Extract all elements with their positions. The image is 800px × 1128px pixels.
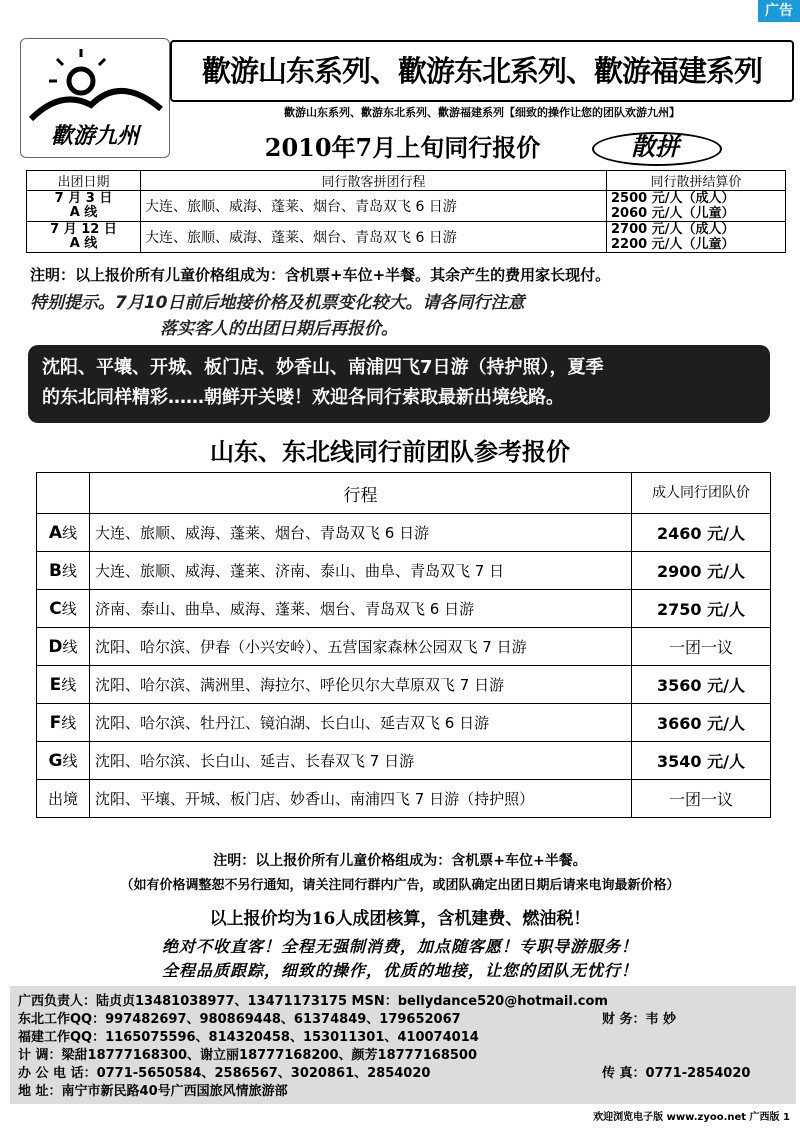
- ad-tag: 广告: [758, 0, 800, 22]
- line-label: E线: [37, 666, 90, 704]
- price-cell: 2750 元/人: [632, 590, 771, 628]
- price-cell: 3560 元/人: [632, 666, 771, 704]
- header-price: 同行散拼结算价: [607, 171, 786, 191]
- table-row: [37, 780, 771, 818]
- header-route: 行程: [90, 473, 632, 514]
- line-label: A线: [37, 514, 90, 552]
- line-label: C线: [37, 590, 90, 628]
- slogan-1: 绝对不收直客！全程无强制消费，加点随客愿！专职导游服务！: [161, 937, 638, 956]
- price-adjust-note: （如有价格调整恕不另行通知，请关注同行群内广告，或团队确定出团日期后请来电询最新价格）: [120, 878, 680, 893]
- route-cell: 沈阳、哈尔滨、牡丹江、镜泊湖、长白山、延吉双飞 6 日游: [90, 704, 632, 742]
- line-label: D线: [37, 628, 90, 666]
- series-subline: 歡游山东系列、歡游东北系列、歡游福建系列【细致的操作让您的团队欢游九州】: [284, 106, 680, 119]
- promo-line-2: 的东北同样精彩……朝鲜开关喽！欢迎各同行索取最新出境线路。: [42, 387, 564, 408]
- header-price: 成人同行团队价: [632, 473, 771, 514]
- contact-finance: 财 务：韦 妙: [602, 1012, 677, 1027]
- table-row: [27, 191, 786, 222]
- page-footer: 欢迎浏览电子版 www.zyoo.net 广西版 1: [593, 1112, 790, 1123]
- route-cell: 济南、泰山、曲阜、威海、蓬莱、烟台、青岛双飞 6 日游: [90, 590, 632, 628]
- line-label: B线: [37, 552, 90, 590]
- contact-fax: 传 真：0771-2854020: [602, 1066, 751, 1081]
- header-line: [37, 473, 90, 514]
- north-korea-promo: [28, 345, 770, 423]
- table-row: [37, 552, 771, 590]
- table-row: [37, 704, 771, 742]
- route-cell: 大连、旅顺、威海、蓬莱、烟台、青岛双飞 6 日游: [141, 222, 607, 253]
- contact-northeast-qq: 东北工作QQ：997482697、980869448、61374849、179652067: [18, 1012, 461, 1027]
- special-hint-line2: 落实客人的出团日期后再报价。: [160, 319, 398, 339]
- section-title: 山东、东北线同行前团队参考报价: [210, 437, 570, 466]
- children-price-note: 注明：以上报价所有儿童价格组成为：含机票+车位+半餐。其余产生的费用家长现付。: [30, 266, 611, 284]
- table-row: [37, 590, 771, 628]
- sanpin-label: 散拼: [631, 133, 679, 161]
- group-tour-table: [26, 170, 786, 253]
- children-price-note-2: 注明：以上报价所有儿童价格组成为：含机票+车位+半餐。: [213, 853, 587, 869]
- special-hint-line1: 特别提示。7月10日前后地接价格及机票变化较大。请各同行注意: [30, 293, 525, 313]
- slogan-2: 全程品质跟踪，细致的操作，优质的地接，让您的团队无忧行！: [161, 961, 638, 980]
- price-cell: 2700 元/人（成人） 2200 元/人（儿童）: [607, 222, 786, 253]
- line-label: G线: [37, 742, 90, 780]
- table-row: [37, 514, 771, 552]
- header-route: 同行散客拼团行程: [141, 171, 607, 191]
- table-row: [37, 742, 771, 780]
- price-cell: 2900 元/人: [632, 552, 771, 590]
- route-cell: 大连、旅顺、威海、蓬莱、烟台、青岛双飞 6 日游: [141, 191, 607, 222]
- route-cell: 沈阳、哈尔滨、伊春（小兴安岭）、五营国家森林公园双飞 7 日游: [90, 628, 632, 666]
- contact-office-phone: 办 公 电 话：0771-5650584、2586567、3020861、2854020: [18, 1066, 431, 1081]
- price-cell: 一团一议: [632, 628, 771, 666]
- price-cell: 3660 元/人: [632, 704, 771, 742]
- sanpin-badge: [600, 128, 710, 166]
- route-cell: 大连、旅顺、威海、蓬莱、烟台、青岛双飞 6 日游: [90, 514, 632, 552]
- series-banner: 歡游山东系列、歡游东北系列、歡游福建系列: [170, 40, 794, 102]
- group-size-note: 以上报价均为16人成团核算，含机建费、燃油税！: [209, 909, 591, 929]
- departure-date: 7 月 3 日 A 线: [27, 191, 141, 222]
- contact-fujian-qq: 福建工作QQ：1165075596、814320458、153011301、410074014: [18, 1030, 479, 1045]
- logo-text: 歡游九州: [50, 124, 139, 149]
- price-cell: 2500 元/人（成人） 2060 元/人（儿童）: [607, 191, 786, 222]
- table-row: [37, 628, 771, 666]
- line-label: F线: [37, 704, 90, 742]
- price-cell: 一团一议: [632, 780, 771, 818]
- contact-panel: [10, 986, 796, 1104]
- company-logo: [20, 38, 170, 158]
- table-row: [37, 666, 771, 704]
- route-cell: 沈阳、平壤、开城、板门店、妙香山、南浦四飞 7 日游（持护照）: [90, 780, 632, 818]
- route-cell: 大连、旅顺、威海、蓬莱、济南、泰山、曲阜、青岛双飞 7 日: [90, 552, 632, 590]
- table-row: [27, 222, 786, 253]
- contact-manager: 广西负责人：陆贞贞13481038977、13471173175 MSN：bellydance520@hotmail.com: [18, 994, 608, 1009]
- header-date: 出团日期: [27, 171, 141, 191]
- reference-price-table: [36, 472, 771, 818]
- promo-line-1: 沈阳、平壤、开城、板门店、妙香山、南浦四飞7日游（持护照），夏季: [42, 357, 604, 378]
- price-cell: 3540 元/人: [632, 742, 771, 780]
- route-cell: 沈阳、哈尔滨、满洲里、海拉尔、呼伦贝尔大草原双飞 7 日游: [90, 666, 632, 704]
- contact-address: 地 址：南宁市新民路40号广西国旅风情旅游部: [18, 1084, 288, 1099]
- contact-planner: 计 调：梁甜18777168300、谢立丽18777168200、颜芳18777168500: [18, 1048, 478, 1063]
- route-cell: 沈阳、哈尔滨、长白山、延吉、长春双飞 7 日游: [90, 742, 632, 780]
- price-cell: 2460 元/人: [632, 514, 771, 552]
- page-title: 2010年7月上旬同行报价: [264, 133, 541, 162]
- departure-date: 7 月 12 日 A 线: [27, 222, 141, 253]
- line-label: 出境: [37, 780, 90, 818]
